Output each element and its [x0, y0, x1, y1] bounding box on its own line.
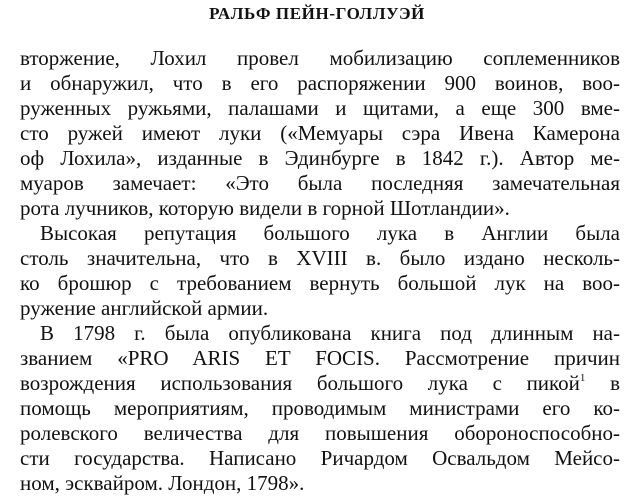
text-line: муаров замечает: «Это была последняя замечательная — [20, 171, 620, 195]
text-line: ном, эсквайром. Лондон, 1798». — [20, 471, 305, 495]
text-segment: в — [610, 371, 621, 395]
text-line: помощь мероприятиям, проводимым министрами его ко- — [20, 396, 620, 420]
text-line: ружение английской армии. — [20, 296, 269, 320]
text-line: столь значительна, что в XVIII в. было издано несколь- — [20, 246, 620, 270]
footnote-mark: 1 — [579, 372, 586, 384]
text-line-with-footnote — [20, 371, 620, 396]
text-line: званием «PRO ARIS ET FOCIS. Рассмотрение причин — [20, 346, 620, 370]
running-head: РАЛЬФ ПЕЙН-ГОЛЛУЭЙ — [209, 4, 425, 23]
text-segment: возрождения использования большого лука с пикой — [20, 371, 580, 395]
text-line: сто ружей имеют луки («Мемуары сэра Ивена Камерона — [20, 121, 620, 145]
text-line: ролевского величества для повышения обороноспособно- — [20, 421, 620, 445]
body-text — [20, 46, 620, 496]
paragraph-first-line: В 1798 г. была опубликована книга под длинным на- — [40, 321, 620, 345]
text-line: вторжение, Лохил провел мобилизацию соплеменников — [20, 46, 620, 70]
text-line: ко брошюр с требованием вернуть большой лук на воо- — [20, 271, 620, 295]
text-line: сти государства. Написано Ричардом Освальдом Мейсо- — [20, 446, 620, 470]
text-line: и обнаружил, что в его распоряжении 900 воинов, воо- — [20, 71, 620, 95]
text-line: рота лучников, которую видели в горной Шотландии». — [20, 196, 510, 220]
text-line: оф Лохила», изданные в Эдинбурге в 1842 г.). Автор ме- — [20, 146, 620, 170]
paragraph-first-line: Высокая репутация большого лука в Англии была — [40, 221, 620, 245]
text-line: руженных ружьями, палашами и щитами, а еще 300 вме- — [20, 96, 620, 120]
